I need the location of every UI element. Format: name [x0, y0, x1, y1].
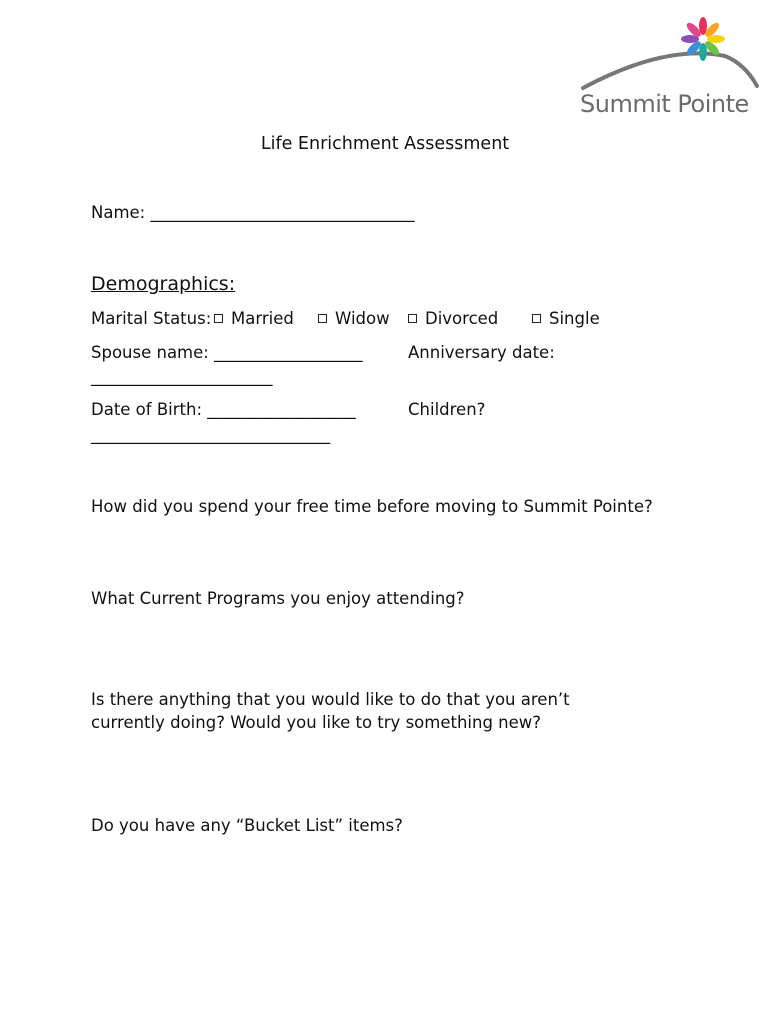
marital-status-label: Marital Status:: [91, 309, 212, 328]
option-label: Married: [231, 309, 294, 328]
checkbox-icon: [318, 314, 327, 323]
children-label: Children?: [408, 400, 486, 419]
option-married: [214, 309, 294, 328]
question-new-activity-line-2: currently doing? Would you like to try something new?: [91, 713, 542, 732]
question-bucket-list: Do you have any “Bucket List” items?: [91, 816, 403, 835]
checkbox-icon: [214, 314, 223, 323]
demographics-heading: Demographics:: [91, 273, 236, 295]
question-new-activity-line-1: Is there anything that you would like to do that you aren’t: [91, 690, 570, 709]
spouse-name-line: Spouse name: __________________: [91, 343, 363, 362]
option-widow: [318, 309, 390, 328]
option-divorced: [408, 309, 498, 328]
brand-name: Summit Pointe: [580, 90, 749, 118]
option-label: Single: [549, 309, 600, 328]
option-label: Widow: [335, 309, 390, 328]
anniversary-label: Anniversary date:: [408, 343, 555, 362]
question-current-programs: What Current Programs you enjoy attending?: [91, 589, 465, 608]
option-single: [532, 309, 600, 328]
summit-pointe-logo: [575, 14, 760, 124]
question-free-time: How did you spend your free time before moving to Summit Pointe?: [91, 497, 653, 516]
children-blank: _____________________________: [91, 425, 331, 444]
checkbox-icon: [408, 314, 417, 323]
document-title: Life Enrichment Assessment: [260, 134, 510, 154]
anniversary-blank: ______________________: [91, 367, 273, 386]
option-label: Divorced: [425, 309, 499, 328]
date-of-birth-line: Date of Birth: __________________: [91, 400, 356, 419]
checkbox-icon: [532, 314, 541, 323]
name-line: Name: ________________________________: [91, 203, 415, 222]
